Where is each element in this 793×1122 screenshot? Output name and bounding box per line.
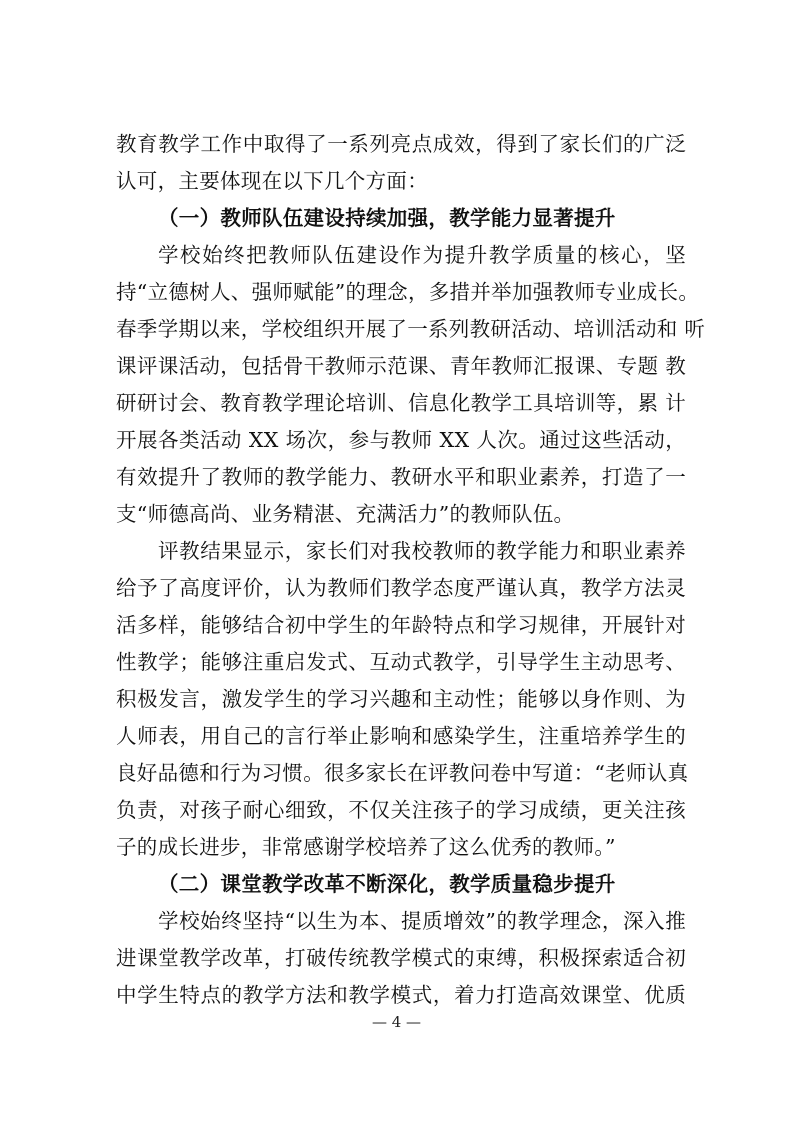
- page-number: — 4 —: [371, 1013, 422, 1031]
- s1-p1-line-4: 课评课活动，包括骨干教师示范课、青年教师汇报课、专题 教: [116, 354, 686, 378]
- s2-p1-line-2: 进课堂教学改革，打破传统教学模式的束缚，积极探索适合初: [116, 946, 686, 970]
- section-1-heading: （一）教师队伍建设持续加强，教学能力显著提升: [158, 206, 616, 230]
- s1-p1-line-5: 研研讨会、教育教学理论培训、信息化教学工具培训等，累 计: [116, 391, 686, 415]
- s2-p1-line-1: 学校始终坚持“以生为本、提质增效”的教学理念，深入推: [158, 909, 686, 933]
- s1-p2-line-3: 活多样，能够结合初中学生的年龄特点和学习规律，开展针对: [116, 613, 686, 637]
- s1-p2-line-1: 评教结果显示，家长们对我校教师的教学能力和职业素养: [158, 539, 686, 563]
- intro-line-2: 认可，主要体现在以下几个方面：: [116, 169, 428, 193]
- s1-p2-line-7: 良好品德和行为习惯。很多家长在评教问卷中写道：“老师认真: [116, 761, 689, 785]
- intro-line-1: 教育教学工作中取得了一系列亮点成效，得到了家长们的广泛: [116, 132, 686, 156]
- s1-p1-line-8: 支“师德高尚、业务精湛、充满活力”的教师队伍。: [116, 502, 575, 526]
- s1-p2-line-9: 子的成长进步，非常感谢学校培养了这么优秀的教师。”: [116, 835, 616, 859]
- s1-p2-line-8: 负责，对孩子耐心细致，不仅关注孩子的学习成绩，更关注孩: [116, 798, 686, 822]
- s1-p1-line-6: 开展各类活动 XX 场次，参与教师 XX 人次。通过这些活动，: [116, 428, 686, 452]
- s1-p1-line-7: 有效提升了教师的教学能力、教研水平和职业素养，打造了一: [116, 465, 686, 489]
- section-2-heading: （二）课堂教学改革不断深化，教学质量稳步提升: [158, 872, 616, 896]
- s1-p2-line-5: 积极发言，激发学生的学习兴趣和主动性；能够以身作则、为: [116, 687, 686, 711]
- s2-p1-line-3: 中学生特点的教学方法和教学模式，着力打造高效课堂、优质: [116, 983, 686, 1007]
- s1-p1-line-3: 春季学期以来，学校组织开展了一系列教研活动、培训活动和 听: [116, 317, 706, 341]
- s1-p1-line-2: 持“立德树人、强师赋能”的理念，多措并举加强教师专业成长。: [116, 280, 700, 304]
- s1-p2-line-4: 性教学；能够注重启发式、互动式教学，引导学生主动思考、: [116, 650, 686, 674]
- s1-p1-line-1: 学校始终把教师队伍建设作为提升教学质量的核心，坚: [158, 243, 686, 267]
- s1-p2-line-2: 给予了高度评价，认为教师们教学态度严谨认真，教学方法灵: [116, 576, 686, 600]
- s1-p2-line-6: 人师表，用自己的言行举止影响和感染学生，注重培养学生的: [116, 724, 686, 748]
